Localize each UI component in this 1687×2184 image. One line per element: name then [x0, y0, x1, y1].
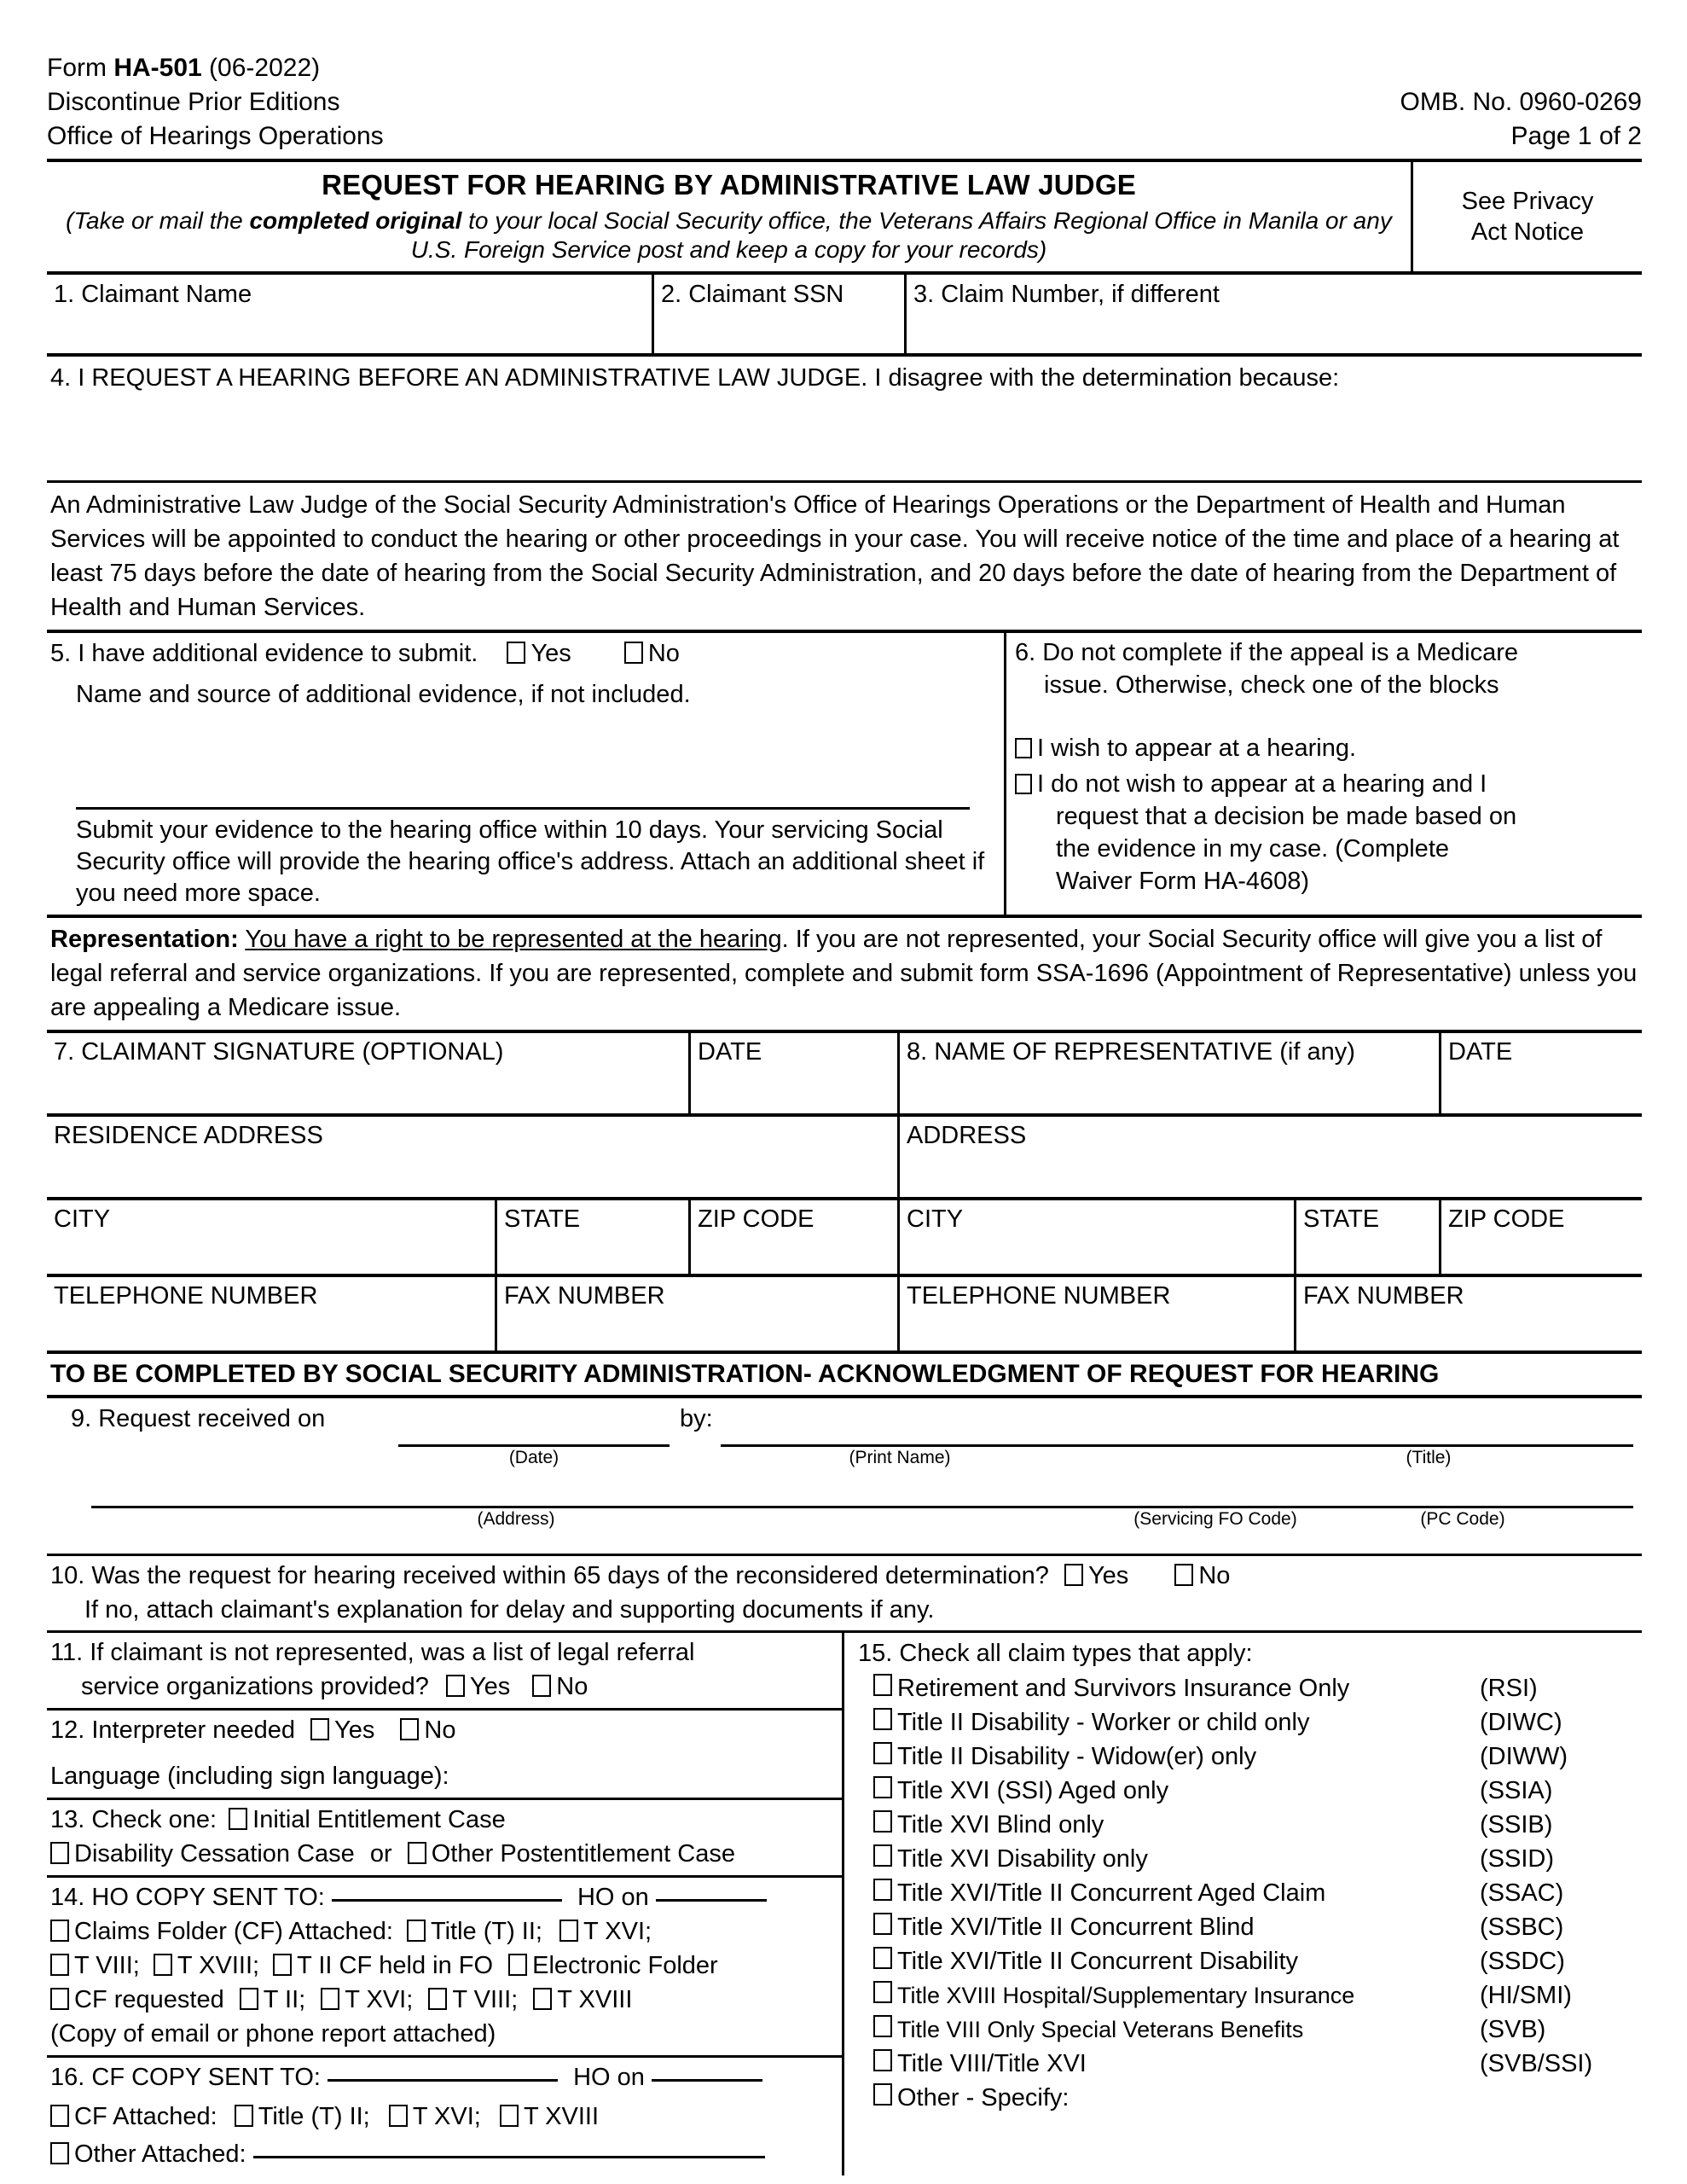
claimant-state-label: STATE	[504, 1205, 581, 1233]
representative-telephone-label: TELEPHONE NUMBER	[907, 1282, 1171, 1310]
item-14-cf-attached-checkbox[interactable]	[50, 1920, 69, 1942]
claim-type-svbssi-checkbox[interactable]	[873, 2049, 892, 2071]
item-11-no-checkbox[interactable]	[532, 1675, 551, 1697]
item-13-postentitlement-label: Other Postentitlement Case	[431, 1840, 735, 1867]
item-10-yes-checkbox[interactable]	[1064, 1564, 1083, 1586]
item-15-claim-types	[844, 1633, 1642, 2175]
item-5-evidence-input[interactable]	[76, 715, 970, 810]
item-11-legal-referral	[47, 1633, 842, 1711]
header-right	[1400, 51, 1643, 154]
residence-address-label: RESIDENCE ADDRESS	[54, 1122, 323, 1149]
item-5-name-source-label: Name and source of additional evidence, if not included.	[76, 681, 691, 708]
field-representative-date[interactable]	[1441, 1033, 1642, 1113]
item-13-line-2	[50, 1837, 835, 1871]
item-14-req-t-ii-checkbox[interactable]	[240, 1988, 258, 2010]
item-16-t-xvi-checkbox[interactable]	[389, 2105, 408, 2127]
item-9-by-label: by:	[680, 1405, 713, 1432]
claimant-name-label: 1. Claimant Name	[54, 281, 252, 308]
representative-state-label: STATE	[1303, 1205, 1380, 1233]
claim-type-label: Title XVIII Hospital/Supplementary Insurance	[897, 1983, 1355, 2008]
item-9-request-received	[47, 1398, 1642, 1556]
claim-type-ssia-checkbox[interactable]	[873, 1776, 892, 1798]
field-representative-zip[interactable]	[1441, 1200, 1642, 1274]
item-6-waive-line-2: request that a decision be made based on	[1056, 803, 1517, 830]
item-5-no-label: No	[647, 640, 680, 667]
item-13-initial-label: Initial Entitlement Case	[252, 1806, 506, 1833]
item-9-address-input[interactable]	[91, 1506, 1633, 1508]
field-claimant-state[interactable]	[497, 1200, 691, 1274]
item-14-req-t-xviii-checkbox[interactable]	[533, 1988, 552, 2010]
claimant-telephone-label: TELEPHONE NUMBER	[54, 1282, 318, 1310]
item-9-date-caption: (Date)	[508, 1448, 559, 1467]
field-residence-address[interactable]	[47, 1117, 900, 1197]
field-claimant-name[interactable]	[47, 275, 654, 353]
item-13-or-label: or	[369, 1840, 392, 1867]
item-4-disagreement[interactable]	[47, 357, 1642, 483]
discontinue-prior-editions: Discontinue Prior Editions	[47, 88, 340, 116]
claim-type-ssdc-checkbox[interactable]	[873, 1947, 892, 1969]
claim-type-label: Title XVI/Title II Concurrent Blind	[897, 1914, 1255, 1941]
item-15-title: 15. Check all claim types that apply:	[858, 1640, 1253, 1667]
item-9-date-input[interactable]	[398, 1444, 670, 1447]
item-14-prompt-row	[50, 1880, 835, 1914]
item-6-waive-line-4: Waiver Form HA-4608)	[1056, 868, 1310, 895]
item-6-hearing-election	[1006, 633, 1642, 915]
item-10-yes-label: Yes	[1087, 1562, 1129, 1589]
item-13-postentitlement-checkbox[interactable]	[408, 1842, 426, 1864]
claim-type-code: (SSIA)	[1480, 1777, 1553, 1804]
item-6-appear-label: I wish to appear at a hearing.	[1037, 735, 1357, 762]
item-12-interpreter	[47, 1711, 842, 1800]
privacy-act-notice	[1413, 162, 1642, 271]
claim-type-diwc-checkbox[interactable]	[873, 1708, 892, 1730]
item-14-t-xvi-label: T XVI;	[583, 1918, 652, 1945]
field-claimant-fax[interactable]	[497, 1277, 900, 1350]
item-9-print-name-caption: (Print Name)	[849, 1448, 951, 1467]
item-6-prompt-line-2: issue. Otherwise, check one of the blocks	[1044, 671, 1499, 699]
item-14-title-2-checkbox[interactable]	[407, 1920, 426, 1942]
subtitle-pre: (Take or mail the	[66, 207, 250, 234]
item-11-yes-label: Yes	[469, 1673, 511, 1700]
claimant-signature-label: 7. CLAIMANT SIGNATURE (OPTIONAL)	[54, 1038, 504, 1066]
item-14-req-t-viii-label: T VIII;	[452, 1986, 519, 2013]
item-10-no-label: No	[1198, 1562, 1231, 1589]
item-13-initial-checkbox[interactable]	[229, 1808, 247, 1830]
item-14-folder-row	[50, 1949, 835, 1983]
claim-type-row[interactable]	[855, 1978, 1642, 2013]
item-12-language-label: Language (including sign language):	[50, 1763, 449, 1790]
item-14-sent-to-input[interactable]	[332, 1899, 562, 1902]
field-claimant-ssn[interactable]	[654, 275, 907, 353]
item-11-yes-checkbox[interactable]	[446, 1675, 465, 1697]
item-12-prompt-row	[50, 1713, 835, 1747]
item-14-copy-note: (Copy of email or phone report attached)	[50, 2020, 496, 2048]
title-subtitle	[55, 206, 1402, 264]
item-13-cessation-label: Disability Cessation Case	[74, 1840, 355, 1867]
claim-type-label: Title XVI (SSI) Aged only	[897, 1777, 1169, 1804]
item-13-cessation-checkbox[interactable]	[50, 1842, 69, 1864]
privacy-line-1: See Privacy	[1461, 188, 1594, 215]
claim-type-row[interactable]	[855, 2013, 1642, 2047]
representative-date-label: DATE	[1448, 1038, 1513, 1066]
claim-type-ssib-checkbox[interactable]	[873, 1810, 892, 1833]
item-13-label: 13. Check one:	[50, 1806, 217, 1833]
claim-type-label: Retirement and Survivors Insurance Only	[897, 1675, 1350, 1702]
field-representative-fax[interactable]	[1296, 1277, 1642, 1350]
claim-type-label: Title VIII Only Special Veterans Benefits	[897, 2017, 1304, 2042]
field-representative-address[interactable]	[900, 1117, 1642, 1197]
form-sheet	[47, 51, 1642, 2175]
field-claimant-telephone[interactable]	[47, 1277, 497, 1350]
signature-row	[47, 1033, 1642, 1117]
claim-type-label: Title VIII/Title XVI	[897, 2050, 1087, 2077]
item-16-other-attached-checkbox[interactable]	[50, 2142, 69, 2164]
item-14-t-viii-label: T VIII;	[74, 1952, 140, 1979]
claim-type-row[interactable]	[855, 1944, 1642, 1978]
subtitle-bold: completed original	[249, 207, 462, 234]
item-11-line-2-row	[81, 1670, 835, 1704]
claim-type-row[interactable]	[855, 1876, 1642, 1910]
item-16-title-2-label: Title (T) II;	[258, 2103, 370, 2130]
item-14-req-t-xviii-label: T XVIII	[557, 1986, 633, 2013]
representative-fax-label: FAX NUMBER	[1303, 1282, 1464, 1310]
claimant-ssn-label: 2. Claimant SSN	[661, 281, 844, 308]
item-10-followup: If no, attach claimant's explanation for delay and supporting documents if any.	[84, 1596, 935, 1623]
item-14-t-xviii-checkbox[interactable]	[154, 1954, 172, 1976]
item-11-line-2: service organizations provided?	[81, 1673, 429, 1700]
item-16-cf-attached-checkbox[interactable]	[50, 2105, 69, 2127]
item-16-other-attached-row	[50, 2137, 835, 2171]
claim-type-code: (SSDC)	[1480, 1948, 1565, 1975]
claim-type-other-checkbox[interactable]	[873, 2083, 892, 2106]
alj-notice-paragraph: An Administrative Law Judge of the Social Security Administration's Office of Hearings Operations or the Department of Health and Human Services will be appointed to conduct the hearing or other proceedings in your case. You will receive notice of the time and place of a hearing at least 75 days before the date of hearing from the Social Security Administration, and 20 days before the date of hearing from the Department of Health and Human Services.	[47, 483, 1642, 633]
claimant-row	[47, 275, 1642, 357]
item-6-waive-label	[1037, 768, 1638, 897]
claim-type-row[interactable]	[855, 2081, 1642, 2115]
item-9-title-caption: (Title)	[1406, 1448, 1452, 1467]
items-5-and-6-row	[47, 633, 1642, 918]
claimant-fax-label: FAX NUMBER	[504, 1282, 665, 1310]
item-16-t-xvi-label: T XVI;	[412, 2103, 481, 2130]
claim-type-rsi-checkbox[interactable]	[873, 1674, 892, 1696]
representative-city-label: CITY	[907, 1205, 964, 1233]
claim-type-row[interactable]	[855, 1774, 1642, 1808]
item-11-no-label: No	[556, 1673, 588, 1700]
item-16-ho-on-input[interactable]	[652, 2079, 762, 2082]
item-6-waive-line-3: the evidence in my case. (Complete	[1056, 835, 1449, 863]
claim-number-label: 3. Claim Number, if different	[913, 281, 1220, 308]
item-6-waive-line-1: I do not wish to appear at a hearing and I	[1037, 770, 1487, 798]
item-5-label: 5. I have additional evidence to submit.	[50, 640, 478, 667]
field-representative-telephone[interactable]	[900, 1277, 1296, 1350]
representation-rest: . If you are not represented, your Social Security office will give you a list of legal referral and service organizations. If you are represented, complete and submit form SSA-1696 (Appointment of Representative) unless you are appealing a Medicare issue.	[50, 926, 1638, 1021]
item-14-cf-attached-label: Claims Folder (CF) Attached:	[74, 1918, 393, 1945]
representation-underlined: You have a right to be represented at the hearing	[245, 926, 782, 953]
form-number: HA-501	[113, 54, 202, 82]
item-16-ho-on-label: HO on	[573, 2064, 645, 2091]
item-16-title-2-checkbox[interactable]	[235, 2105, 253, 2127]
claim-type-code: (SSBC)	[1480, 1914, 1564, 1941]
office-of-hearings-operations: Office of Hearings Operations	[47, 122, 384, 150]
claim-type-code: (SVB)	[1480, 2016, 1546, 2043]
item-16-t-xviii-checkbox[interactable]	[500, 2105, 519, 2127]
field-representative-state[interactable]	[1296, 1200, 1441, 1274]
item-13-line-1	[50, 1803, 835, 1837]
item-6-options	[1015, 732, 1638, 897]
item-14-req-t-ii-label: T II;	[263, 1986, 306, 2013]
item-6-appear-checkbox[interactable]	[1015, 738, 1032, 758]
claim-type-label: Title XVI Disability only	[897, 1845, 1148, 1873]
item-9-label: 9. Request received on	[71, 1405, 326, 1432]
claim-type-ssac-checkbox[interactable]	[873, 1879, 892, 1901]
item-14-t-xvi-checkbox[interactable]	[559, 1920, 578, 1942]
item-16-other-attached-input[interactable]	[253, 2156, 765, 2158]
item-16-prompt-row	[50, 2060, 835, 2094]
city-state-zip-row	[47, 1200, 1642, 1277]
claim-type-svb-checkbox[interactable]	[873, 2015, 892, 2037]
bottom-left-column	[47, 1633, 844, 2175]
item-14-ho-on-input[interactable]	[656, 1899, 767, 1902]
claim-type-ssid-checkbox[interactable]	[873, 1844, 892, 1867]
claim-type-label: Title II Disability - Widow(er) only	[897, 1743, 1257, 1770]
item-10-question: 10. Was the request for hearing received within 65 days of the reconsidered determination?	[50, 1562, 1049, 1589]
claim-type-row[interactable]	[855, 1842, 1642, 1876]
form-date: (06-2022)	[201, 54, 321, 82]
claim-type-code: (DIWC)	[1480, 1709, 1562, 1736]
claim-type-label: Other - Specify:	[897, 2084, 1070, 2111]
claim-type-code: (SSIB)	[1480, 1811, 1553, 1838]
item-14-cf-requested-checkbox[interactable]	[50, 1988, 69, 2010]
claim-type-ssbc-checkbox[interactable]	[873, 1913, 892, 1935]
claimant-zip-label: ZIP CODE	[698, 1205, 815, 1233]
bottom-section	[47, 1633, 1642, 2175]
claim-type-code: (DIWW)	[1480, 1743, 1568, 1770]
item-14-t-viii-checkbox[interactable]	[50, 1954, 69, 1976]
item-16-t-xviii-label: T XVIII	[523, 2103, 600, 2130]
claimant-date-label: DATE	[698, 1038, 762, 1066]
title-main	[47, 162, 1413, 271]
item-14-req-t-xvi-checkbox[interactable]	[321, 1988, 339, 2010]
privacy-line-2: Act Notice	[1470, 218, 1585, 246]
claim-type-row[interactable]	[855, 2047, 1642, 2081]
representation-label: Representation:	[50, 926, 239, 953]
form-number-line	[47, 51, 384, 85]
item-16-other-attached-label: Other Attached:	[74, 2140, 246, 2168]
address-row	[47, 1117, 1642, 1200]
item-4-label: 4. I REQUEST A HEARING BEFORE AN ADMINISTRATIVE LAW JUDGE. I disagree with the determination because:	[50, 364, 1340, 392]
item-14-label: 14. HO COPY SENT TO:	[50, 1884, 325, 1911]
page-number: Page 1 of 2	[1510, 122, 1642, 150]
claim-type-diww-checkbox[interactable]	[873, 1742, 892, 1764]
item-16-cf-attached-label: CF Attached:	[74, 2103, 217, 2130]
claim-type-label: Title XVI/Title II Concurrent Aged Claim	[897, 1879, 1326, 1907]
field-claim-number[interactable]	[907, 275, 1642, 353]
item-10-no-checkbox[interactable]	[1174, 1564, 1193, 1586]
claim-type-label: Title XVI Blind only	[897, 1811, 1104, 1838]
claim-type-row[interactable]	[855, 1910, 1642, 1944]
item-10-timeliness	[47, 1556, 1642, 1633]
item-12-yes-checkbox[interactable]	[310, 1718, 329, 1740]
claim-type-hismi-checkbox[interactable]	[873, 1981, 892, 2003]
item-5-prompt-row	[50, 636, 995, 671]
item-12-yes-label: Yes	[334, 1716, 375, 1744]
claim-type-row[interactable]	[855, 1705, 1642, 1740]
item-14-req-t-viii-checkbox[interactable]	[428, 1988, 447, 2010]
item-14-electronic-folder-label: Electronic Folder	[532, 1952, 718, 1979]
representation-paragraph	[47, 918, 1642, 1033]
item-14-req-t-xvi-label: T XVI;	[345, 1986, 414, 2013]
field-representative-city[interactable]	[900, 1200, 1296, 1274]
subtitle-post: to your local Social Security office, the Veterans Affairs Regional Office in Manila or any U.S. Foreign Service post and keep a copy for your records)	[410, 207, 1392, 263]
claim-type-label: Title XVI/Title II Concurrent Disability	[897, 1948, 1299, 1975]
omb-number: OMB. No. 0960-0269	[1400, 88, 1642, 116]
ssa-acknowledgment-band: TO BE COMPLETED BY SOCIAL SECURITY ADMINISTRATION- ACKNOWLEDGMENT OF REQUEST FOR HEARING	[47, 1354, 1642, 1398]
item-14-t-ii-cf-fo-label: T II CF held in FO	[297, 1952, 494, 1979]
field-claimant-city[interactable]	[47, 1200, 497, 1274]
item-16-cf-copy	[47, 2058, 842, 2175]
item-12-label: 12. Interpreter needed	[50, 1716, 295, 1744]
item-14-t-ii-cf-fo-checkbox[interactable]	[273, 1954, 292, 1976]
field-claimant-date[interactable]	[691, 1033, 900, 1113]
item-9-name-title-input[interactable]	[721, 1444, 1633, 1447]
item-9-pc-code-caption: (PC Code)	[1420, 1509, 1505, 1529]
item-16-cf-attached-row	[50, 2100, 835, 2134]
claim-type-code: (SSID)	[1480, 1845, 1554, 1873]
item-12-language-field[interactable]	[50, 1759, 835, 1793]
item-14-cf-requested-label: CF requested	[74, 1986, 224, 2013]
item-14-cf-attached-row	[50, 1914, 835, 1949]
claim-type-code: (HI/SMI)	[1480, 1982, 1572, 2009]
item-14-ho-copy	[47, 1878, 842, 2058]
field-claimant-zip[interactable]	[691, 1200, 900, 1274]
item-6-option-appear[interactable]	[1015, 732, 1638, 764]
item-5-no-checkbox[interactable]	[624, 642, 643, 664]
item-16-sent-to-input[interactable]	[328, 2079, 558, 2082]
item-5-yes-checkbox[interactable]	[507, 642, 525, 664]
item-10-question-row	[50, 1559, 1638, 1593]
claim-type-row[interactable]	[855, 1740, 1642, 1774]
field-claimant-signature[interactable]	[47, 1033, 691, 1113]
item-11-line-1: 11. If claimant is not represented, was a list of legal referral	[50, 1639, 695, 1666]
item-5-submit-note: Submit your evidence to the hearing office within 10 days. Your servicing Social Security office will provide the hearing office's address. Attach an additional sheet if you need more space.	[76, 816, 985, 907]
item-6-option-waive[interactable]	[1015, 768, 1638, 897]
item-14-electronic-folder-checkbox[interactable]	[508, 1954, 527, 1976]
claim-type-label: Title II Disability - Worker or child only	[897, 1709, 1310, 1736]
claim-type-code: (RSI)	[1480, 1675, 1538, 1702]
item-6-waive-checkbox[interactable]	[1015, 774, 1032, 794]
claim-type-row[interactable]	[855, 1808, 1642, 1842]
item-14-title-2-label: Title (T) II;	[430, 1918, 542, 1945]
item-12-no-checkbox[interactable]	[400, 1718, 419, 1740]
form-header	[47, 51, 1642, 154]
claimant-city-label: CITY	[54, 1205, 111, 1233]
field-representative-name[interactable]	[900, 1033, 1441, 1113]
item-16-label: 16. CF COPY SENT TO:	[50, 2064, 321, 2091]
item-13-case-type	[47, 1800, 842, 1878]
representative-zip-label: ZIP CODE	[1448, 1205, 1565, 1233]
title-band	[47, 159, 1642, 275]
item-5-additional-evidence	[47, 633, 1006, 915]
item-5-yes-label: Yes	[530, 640, 571, 667]
representative-name-label: 8. NAME OF REPRESENTATIVE (if any)	[907, 1038, 1355, 1066]
item-12-no-label: No	[424, 1716, 456, 1744]
item-9-address-caption: (Address)	[477, 1509, 555, 1529]
item-14-cf-requested-row	[50, 1983, 835, 2017]
item-14-ho-on-label: HO on	[577, 1884, 649, 1911]
page-title: REQUEST FOR HEARING BY ADMINISTRATIVE LAW JUDGE	[322, 169, 1136, 200]
claim-type-code: (SVB/SSI)	[1480, 2050, 1593, 2077]
item-9-fo-code-caption: (Servicing FO Code)	[1133, 1509, 1297, 1529]
claim-type-row[interactable]	[855, 1671, 1642, 1705]
representative-address-label: ADDRESS	[907, 1122, 1027, 1149]
header-left	[47, 51, 384, 154]
telephone-fax-row	[47, 1277, 1642, 1354]
item-6-prompt-line-1: 6. Do not complete if the appeal is a Medicare	[1015, 639, 1518, 666]
claim-type-code: (SSAC)	[1480, 1879, 1564, 1907]
item-14-t-xviii-label: T XVIII;	[177, 1952, 260, 1979]
form-label: Form	[47, 54, 114, 82]
